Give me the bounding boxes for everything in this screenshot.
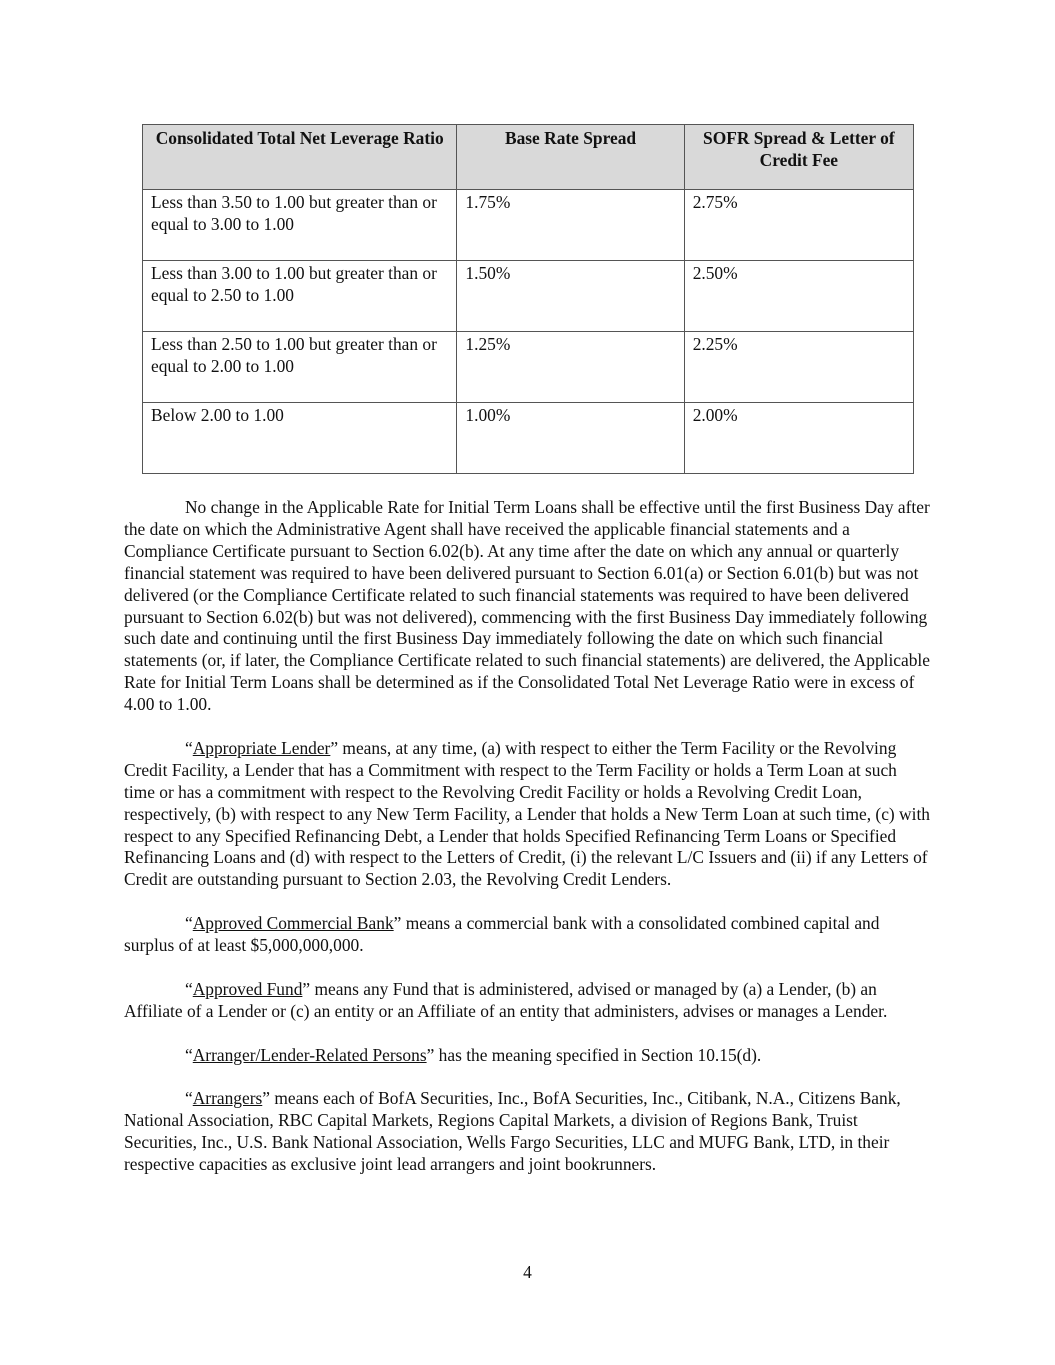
table-cell	[684, 190, 913, 261]
open-quote: “	[185, 913, 193, 934]
definition-arranger-lender-related-persons	[124, 1045, 932, 1067]
document-body	[124, 497, 932, 1198]
defined-term: Approved Fund	[192, 978, 303, 999]
sofr-spread-value: 2.00%	[692, 405, 738, 425]
table-header-cell	[684, 125, 913, 190]
open-quote: “	[185, 978, 193, 999]
table-cell	[143, 190, 457, 261]
base-rate-value: 1.25%	[465, 334, 511, 354]
table-cell	[457, 261, 684, 332]
table-cell	[457, 332, 684, 403]
table-cell	[457, 403, 684, 474]
header-sofr-spread: SOFR Spread & Letter of Credit Fee	[703, 128, 895, 170]
table-row	[143, 261, 914, 332]
definition-text: ” means any Fund that is administered, advised or managed by (a) a Lender, (b) an Affiliate of a Lender or (c) an entity or an Affiliate of an entity that administers, advises or manages a Lender.	[124, 978, 888, 1021]
leverage-ratio-value: Less than 3.50 to 1.00 but greater than or equal to 3.00 to 1.00	[151, 192, 437, 234]
header-leverage-ratio: Consolidated Total Net Leverage Ratio	[155, 128, 444, 148]
table-cell	[684, 332, 913, 403]
definition-appropriate-lender	[124, 738, 932, 891]
table-row	[143, 403, 914, 474]
defined-term: Arranger/Lender-Related Persons	[192, 1044, 427, 1065]
sofr-spread-value: 2.25%	[692, 334, 738, 354]
leverage-ratio-value: Less than 2.50 to 1.00 but greater than or equal to 2.00 to 1.00	[151, 334, 437, 376]
table-header-cell	[457, 125, 684, 190]
table-cell	[457, 190, 684, 261]
definition-approved-fund	[124, 979, 932, 1023]
leverage-ratio-value: Less than 3.00 to 1.00 but greater than or equal to 2.50 to 1.00	[151, 263, 437, 305]
page-number: 4	[523, 1262, 532, 1282]
sofr-spread-value: 2.50%	[692, 263, 738, 283]
definition-arrangers	[124, 1088, 932, 1176]
definition-approved-commercial-bank	[124, 913, 932, 957]
defined-term: Arrangers	[192, 1088, 263, 1109]
definition-text: ” means a commercial bank with a consolidated combined capital and surplus of at least $5,000,000,000.	[124, 913, 880, 956]
open-quote: “	[185, 1088, 193, 1109]
table-cell	[684, 403, 913, 474]
leverage-ratio-value: Below 2.00 to 1.00	[151, 405, 284, 425]
open-quote: “	[185, 1044, 193, 1065]
table-header-row	[143, 125, 914, 190]
table-row	[143, 332, 914, 403]
defined-term: Appropriate Lender	[192, 737, 331, 758]
table-cell	[143, 403, 457, 474]
table-cell	[143, 261, 457, 332]
definition-text: ” means, at any time, (a) with respect to either the Term Facility or the Revolving Credit Facility, a Lender that has a Commitment with respect to the Term Facility or holds a Term Loan at such time or has a commitment with respect to the Revolving Credit Facility or holds a Revolving Credit Loan, respectively, (b) with respect to any New Term Facility, a Lender that holds a New Term Loan at such time, (c) with respect to any Specified Refinancing Debt, a Lender that holds Specified Refinancing Term Loans or Specified Refinancing Loans and (d) with respect to the Letters of Credit, (i) the relevant L/C Issuers and (ii) if any Letters of Credit are outstanding pursuant to Section 2.03, the Revolving Credit Lenders.	[124, 737, 930, 890]
defined-term: Approved Commercial Bank	[192, 913, 394, 934]
open-quote: “	[185, 737, 193, 758]
table-cell	[684, 261, 913, 332]
table-row	[143, 190, 914, 261]
definition-text: ” has the meaning specified in Section 10.15(d).	[426, 1044, 762, 1065]
sofr-spread-value: 2.75%	[692, 192, 738, 212]
base-rate-value: 1.75%	[465, 192, 511, 212]
base-rate-value: 1.50%	[465, 263, 511, 283]
applicable-rate-paragraph: No change in the Applicable Rate for Initial Term Loans shall be effective until the first Business Day after the date on which the Administrative Agent shall have received the applicable financial statements and a Compliance Certificate pursuant to Section 6.02(b). At any time after the date on which any annual or quarterly financial statement was required to have been delivered pursuant to Section 6.01(a) or Section 6.01(b) but was not delivered (or the Compliance Certificate related to such financial statements was required to have been delivered pursuant to Section 6.02(b) but was not delivered), commencing with the first Business Day immediately following such date and continuing until the first Business Day immediately following the date on which such financial statements (or, if later, the Compliance Certificate related to such financial statements) are delivered, the Applicable Rate for Initial Term Loans shall be determined as if the Consolidated Total Net Leverage Ratio were in excess of 4.00 to 1.00.	[124, 497, 930, 715]
applicable-rate-table	[142, 124, 914, 474]
table-cell	[143, 332, 457, 403]
header-base-rate-spread: Base Rate Spread	[505, 128, 637, 148]
definition-text: ” means each of BofA Securities, Inc., BofA Securities, Inc., Citibank, N.A., Citizens Bank, National Association, RBC Capital Markets, Regions Capital Markets, a division of Regions Bank, Truist Securities, Inc., U.S. Bank National Association, Wells Fargo Securities, LLC and MUFG Bank, LTD, in their respective capacities as exclusive joint lead arrangers and joint bookrunners.	[124, 1088, 901, 1175]
base-rate-value: 1.00%	[465, 405, 511, 425]
table-header-cell	[143, 125, 457, 190]
